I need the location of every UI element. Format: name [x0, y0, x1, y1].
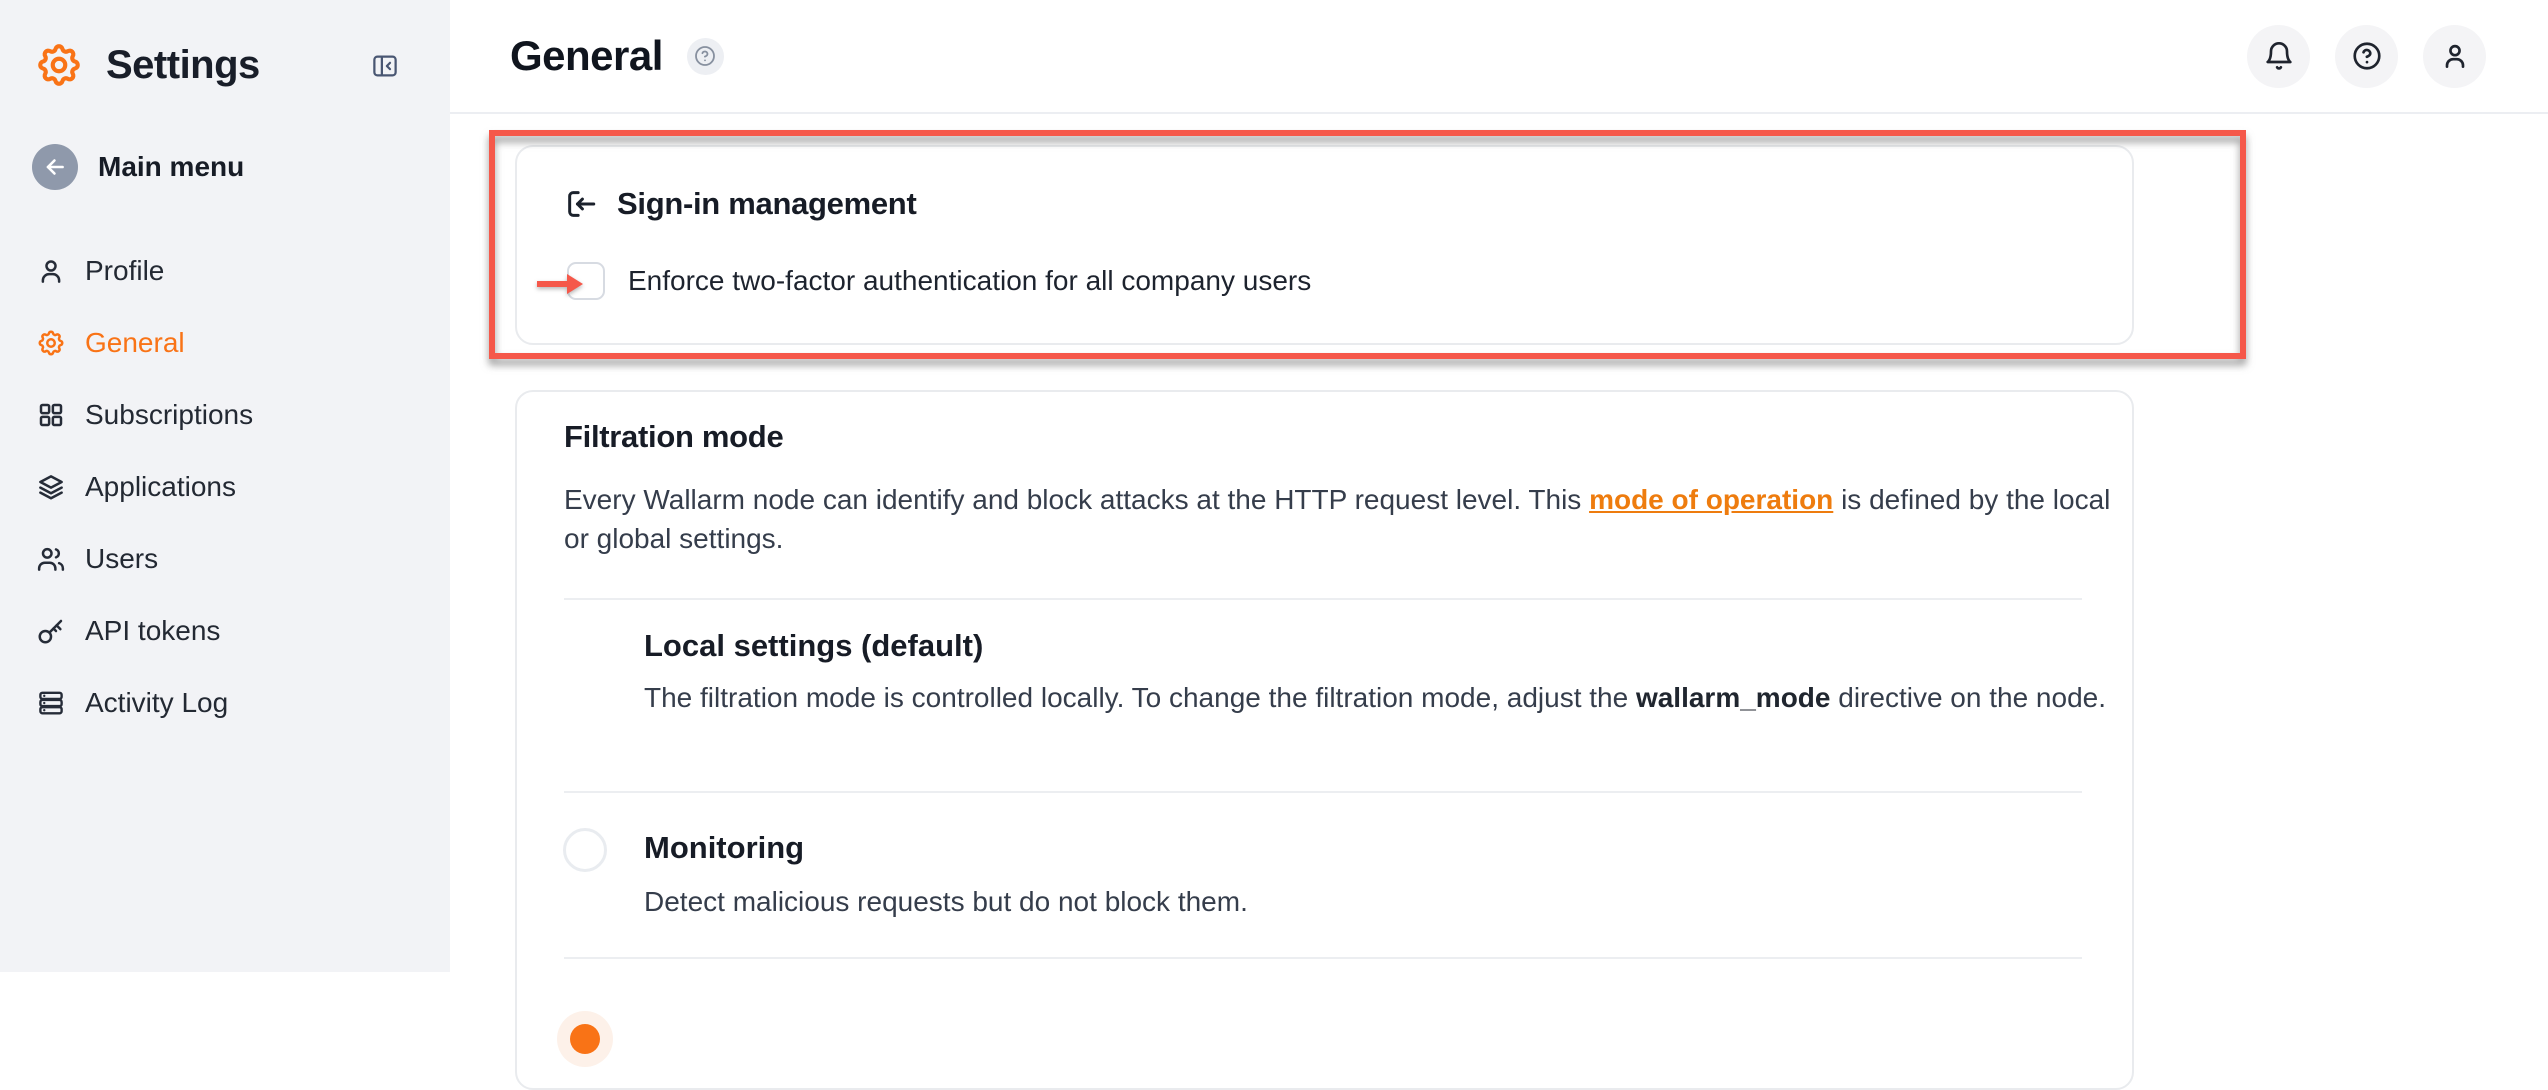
- sign-in-card-header: [564, 186, 916, 222]
- help-circle-icon: [693, 44, 717, 68]
- sidebar-item-label: API tokens: [85, 615, 221, 646]
- grid-icon: [36, 400, 66, 430]
- page-title: General: [510, 32, 663, 79]
- sidebar-item-applications[interactable]: [0, 451, 450, 523]
- main-menu-button[interactable]: [32, 143, 244, 191]
- collapse-sidebar-button[interactable]: [370, 51, 400, 81]
- filtration-mode-title: Filtration mode: [564, 419, 784, 454]
- description-text: is defined by the local or global settings.: [564, 484, 2111, 554]
- divider: [564, 598, 2082, 600]
- account-button[interactable]: [2423, 25, 2486, 88]
- gear-icon: [36, 328, 66, 358]
- bell-icon: [2263, 40, 2295, 72]
- sidebar-nav: [0, 235, 450, 739]
- settings-sidebar: [0, 0, 450, 972]
- gear-icon: [34, 40, 84, 90]
- sidebar-title: Settings: [106, 42, 260, 87]
- main-content: [450, 0, 2548, 972]
- page-help-button[interactable]: [687, 38, 724, 75]
- sign-in-icon: [564, 187, 598, 221]
- main-menu-label: Main menu: [98, 151, 245, 182]
- key-icon: [36, 616, 66, 646]
- description-text: directive on the node.: [1830, 682, 2106, 713]
- collapse-sidebar-icon: [370, 51, 400, 81]
- wallarm-mode-term: wallarm_mode: [1635, 682, 1831, 713]
- radio-selected-icon: [570, 1024, 600, 1054]
- help-circle-icon: [2351, 40, 2383, 72]
- sidebar-item-users[interactable]: [0, 523, 450, 595]
- sidebar-item-label: Users: [85, 543, 159, 574]
- description-text: The filtration mode is controlled locally. To change the filtration mode, adjust the: [644, 682, 1636, 713]
- header-actions: [2247, 25, 2486, 88]
- mode-of-operation-link[interactable]: mode of operation: [1589, 484, 1834, 515]
- sidebar-item-general[interactable]: [0, 307, 450, 379]
- monitoring-radio[interactable]: [563, 828, 607, 872]
- sign-in-management-card: [515, 145, 2134, 345]
- sidebar-item-label: Activity Log: [85, 687, 229, 718]
- sidebar-item-subscriptions[interactable]: [0, 379, 450, 451]
- filtration-mode-description: [564, 480, 2124, 558]
- users-icon: [36, 544, 66, 574]
- page-header: [450, 0, 2548, 114]
- sidebar-item-api-tokens[interactable]: [0, 595, 450, 667]
- enforce-2fa-label: Enforce two-factor authentication for all company users: [628, 265, 1312, 296]
- user-icon: [2439, 40, 2471, 72]
- user-icon: [36, 256, 66, 286]
- log-icon: [36, 688, 66, 718]
- divider: [564, 791, 2082, 793]
- local-settings-title[interactable]: Local settings (default): [644, 628, 984, 663]
- enforce-2fa-row[interactable]: [567, 262, 1311, 300]
- sidebar-item-profile[interactable]: [0, 235, 450, 307]
- description-text: Every Wallarm node can identify and block attacks at the HTTP request level. This: [564, 484, 1590, 515]
- sidebar-item-activity-log[interactable]: [0, 667, 450, 739]
- description-text: Detect malicious requests but do not block them.: [644, 886, 1248, 917]
- arrow-left-icon: [32, 144, 78, 190]
- sidebar-item-label: Profile: [85, 255, 165, 286]
- sidebar-item-label: Applications: [85, 471, 236, 502]
- sidebar-item-label: General: [85, 327, 185, 358]
- local-settings-radio[interactable]: [557, 1011, 613, 1067]
- monitoring-title[interactable]: Monitoring: [644, 830, 805, 865]
- monitoring-description: [644, 882, 2114, 922]
- layers-icon: [36, 472, 66, 502]
- sign-in-card-title: Sign-in management: [617, 186, 917, 221]
- sidebar-item-label: Subscriptions: [85, 399, 254, 430]
- enforce-2fa-checkbox[interactable]: [567, 262, 605, 300]
- help-button[interactable]: [2335, 25, 2398, 88]
- local-settings-description: [644, 678, 2114, 718]
- sidebar-header: [34, 38, 426, 92]
- notifications-button[interactable]: [2247, 25, 2310, 88]
- filtration-mode-card: [515, 390, 2134, 1090]
- divider: [564, 957, 2082, 959]
